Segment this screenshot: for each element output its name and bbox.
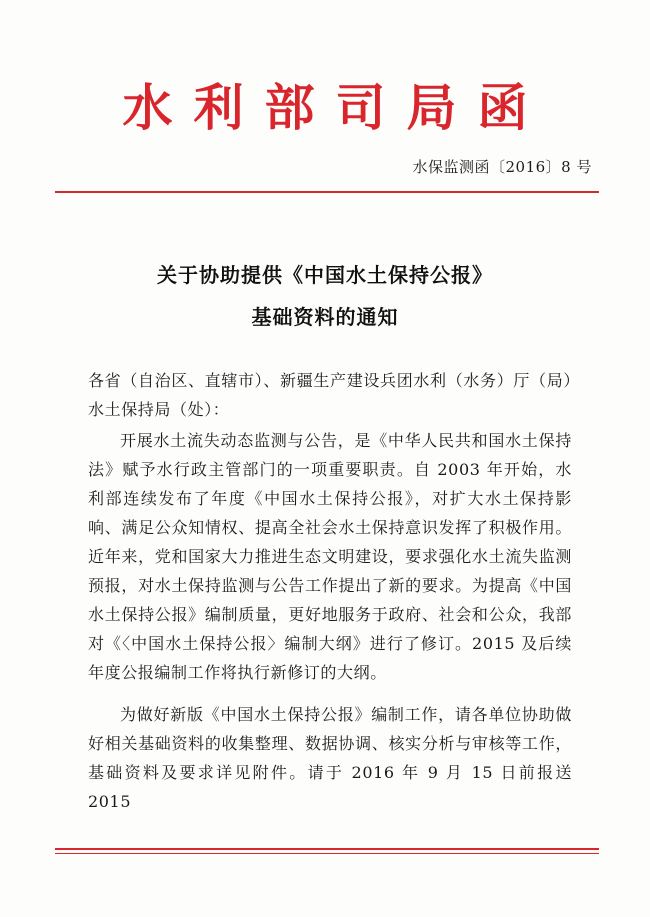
footer-divider	[55, 848, 599, 850]
document-number: 水保监测函〔2016〕8 号	[412, 158, 592, 176]
letterhead-divider	[55, 191, 599, 193]
footer-divider-thin	[55, 853, 599, 854]
document-body	[88, 366, 572, 816]
notice-title-line-1: 关于协助提供《中国水土保持公报》	[157, 263, 493, 287]
body-paragraph-1: 开展水土流失动态监测与公告，是《中华人民共和国水土保持法》赋予水行政主管部门的一项重要职责。自 2003 年开始，水利部连续发布了年度《中国水土保持公报》，对扩大水土保持影响、满足公众知情权、提高全社会水土保持意识发挥了积极作用。近年来，党和国家大力推进生态文明建设，要求强化水土流失监测预报，对水土保持监测与公告工作提出了新的要求。为提高《中国水土保持公报》编制质量，更好地服务于政府、社会和公众，我部对《〈中国水土保持公报〉编制大纲》进行了修订。2015 及后续年度公报编制工作将执行新修订的大纲。	[88, 431, 572, 682]
letterhead-title: 水利部司局函	[122, 78, 549, 137]
notice-title-line-2: 基础资料的通知	[251, 305, 399, 329]
body-paragraph-2: 为做好新版《中国水土保持公报》编制工作，请各单位协助做好相关基础资料的收集整理、数据协调、核实分析与审核等工作，基础资料及要求详见附件。请于 2016 年 9 月 15 日前报送 2015	[88, 705, 572, 811]
salutation: 各省（自治区、直辖市）、新疆生产建设兵团水利（水务）厅（局）水土保持局（处）：	[88, 371, 572, 419]
